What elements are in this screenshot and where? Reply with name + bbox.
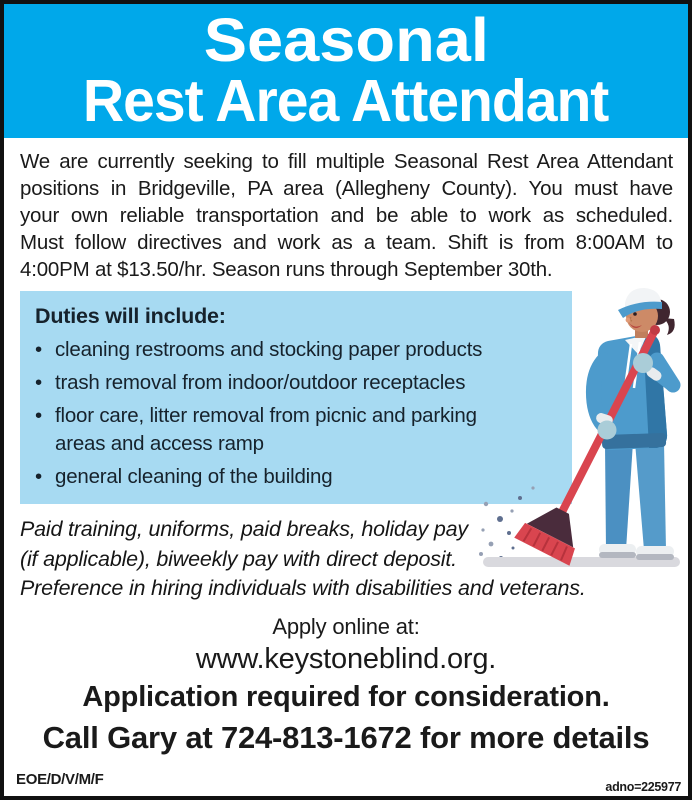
apply-section <box>4 613 688 758</box>
intro-line: your own reliable transportation and be able to work as scheduled. <box>20 204 673 227</box>
bullet-icon: • <box>35 338 42 361</box>
intro-line: We are currently seeking to fill multiple Seasonal Rest Area Attendant <box>20 150 673 173</box>
ad-number: adno=225977 <box>605 780 681 794</box>
bullet-icon: • <box>35 371 42 394</box>
duty-text: floor care, litter removal from picnic and parking areas and access ramp <box>55 404 477 455</box>
benefits-line: (if applicable), biweekly pay with direct deposit. <box>20 546 457 571</box>
apply-online-label: Apply online at: <box>272 613 420 639</box>
duty-text: general cleaning of the building <box>55 465 333 488</box>
ad-title-line1: Seasonal <box>203 6 489 75</box>
intro-line: 4:00PM at $13.50/hr. Season runs through September 30th. <box>20 258 553 281</box>
cleaner-illustration <box>476 276 688 574</box>
bullet-icon: • <box>35 404 42 427</box>
eoe-statement: EOE/D/V/M/F <box>16 771 104 788</box>
website-url: www.keystoneblind.org. <box>195 642 497 675</box>
ad-title-line2: Rest Area Attendant <box>83 67 609 134</box>
broom-head <box>514 497 590 566</box>
application-required-text: Application required for consideration. <box>82 680 610 713</box>
intro-line: positions in Bridgeville, PA area (Allegheny County). You must have <box>20 177 673 200</box>
intro-paragraph <box>20 148 673 283</box>
duties-heading: Duties will include: <box>35 304 226 328</box>
call-contact-text: Call Gary at 724-813-1672 for more details <box>42 719 650 755</box>
duty-text: trash removal from indoor/outdoor receptacles <box>55 371 466 394</box>
intro-line: Must follow directives and work as a team. Shift is from 8:00AM to <box>20 231 673 254</box>
duty-text: cleaning restrooms and stocking paper products <box>55 338 483 361</box>
benefits-line: Preference in hiring individuals with disabilities and veterans. <box>20 576 586 600</box>
dust-particles-icon <box>479 486 535 560</box>
ad-header <box>4 4 688 138</box>
benefits-line: Paid training, uniforms, paid breaks, holiday pay <box>20 517 468 541</box>
bullet-icon: • <box>35 465 42 488</box>
